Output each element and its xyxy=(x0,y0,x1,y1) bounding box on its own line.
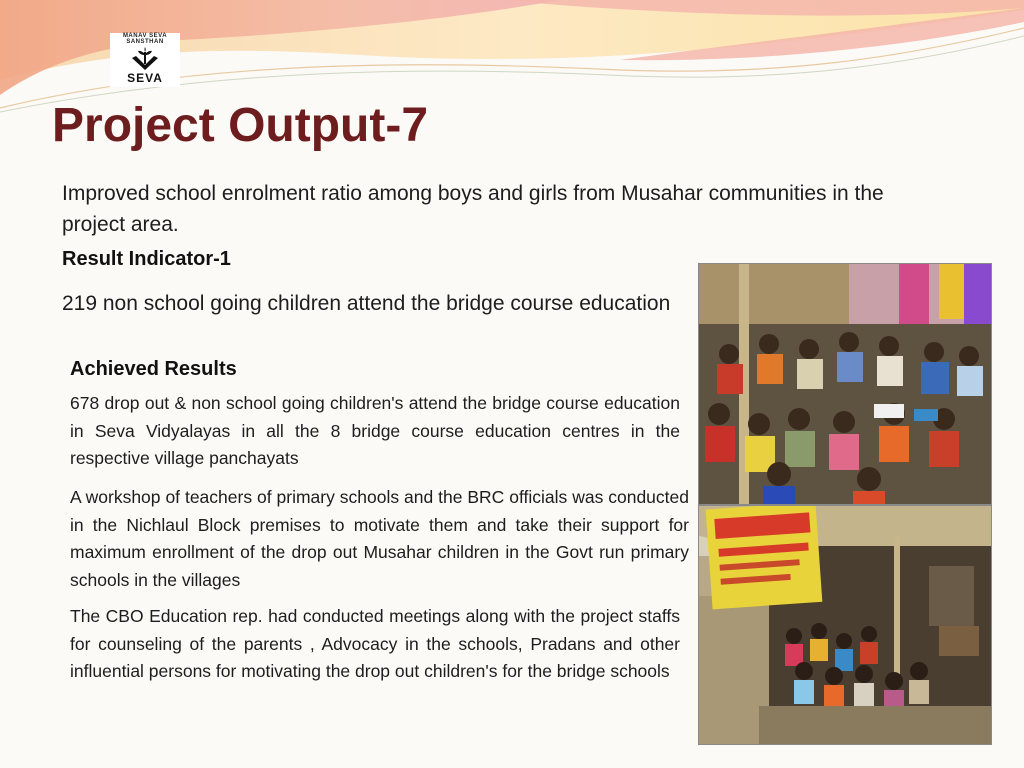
result-indicator-text: 219 non school going children attend the bridge course education xyxy=(62,292,671,315)
logo-name: SEVA xyxy=(127,71,163,85)
slide-title: Project Output-7 xyxy=(52,99,429,152)
hands-plant-icon xyxy=(130,46,160,72)
achieved-paragraph: A workshop of teachers of primary schools and the BRC officials was conducted in the Nichlaul Block premises to motivate them and take their support for maximum enrollment of the drop out Musahar children in the Govt run primary schools in the villages xyxy=(70,487,689,590)
achieved-paragraph: The CBO Education rep. had conducted meetings along with the project staffs for counseling of the parents , Advocacy in the schools, Pradans and other influential persons for motivating the drop out children's for the bridge schools xyxy=(70,606,680,681)
classroom-children-photo xyxy=(698,263,992,505)
seva-logo xyxy=(110,33,180,87)
achieved-results-heading: Achieved Results xyxy=(70,358,237,380)
project-output-description: Improved school enrolment ratio among boys and girls from Musahar communities in the project area. xyxy=(62,182,884,236)
achieved-paragraph: 678 drop out & non school going children's attend the bridge course education in Seva Vidyalayas in all the 8 bridge course education centres in the respective village panchayats xyxy=(70,393,680,468)
bridge-school-hut-photo xyxy=(698,505,992,745)
result-indicator-heading: Result Indicator-1 xyxy=(62,248,231,270)
logo-arc-text: MANAV SEVA SANSTHAN xyxy=(122,33,168,45)
